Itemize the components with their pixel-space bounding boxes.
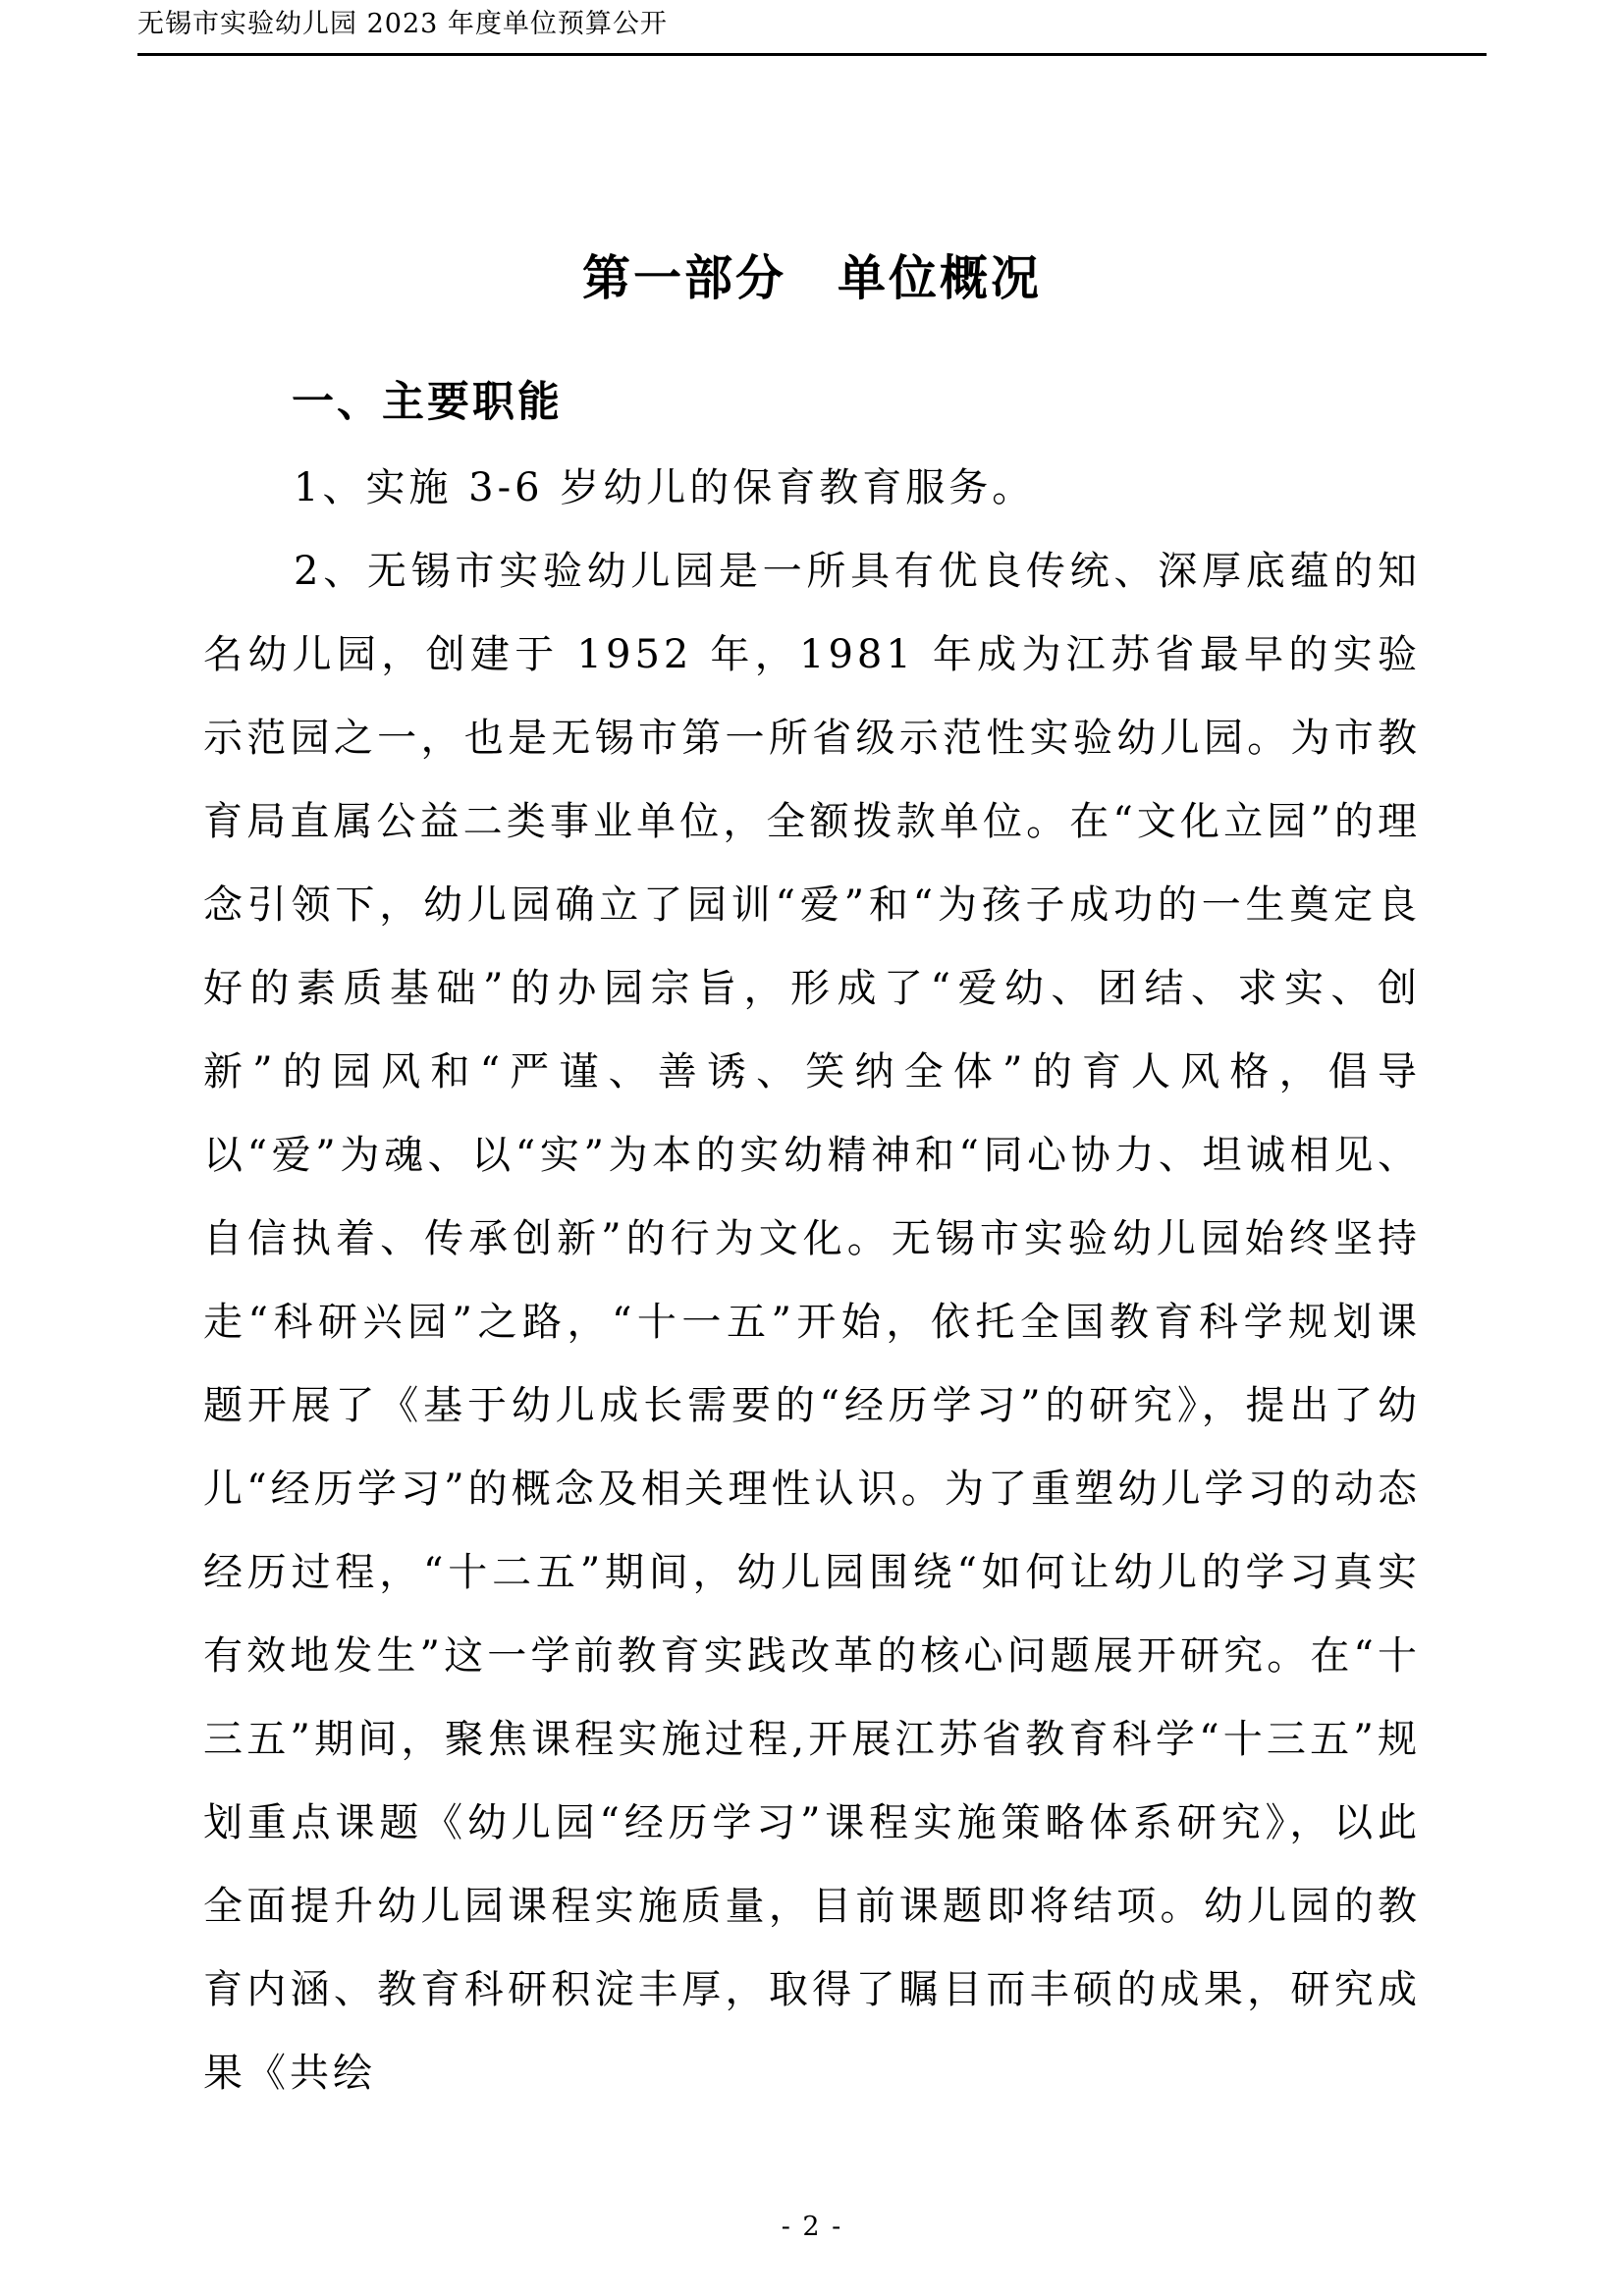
page-footer <box>203 2211 1421 2244</box>
page-number: - 2 - <box>781 2212 843 2242</box>
body-item-1: 1、实施 3-6 岁幼儿的保育教育服务。 <box>294 465 1036 510</box>
header-divider-rule <box>137 53 1487 56</box>
body-paragraph-2: 2、无锡市实验幼儿园是一所具有优良传统、深厚底蕴的知名幼儿园，创建于 1952 年，1981 年成为江苏省最早的实验示范园之一，也是无锡市第一所省级示范性实验幼儿园。为市教育局直属公益二类事业单位，全额拨款单位。在“文化立园”的理念引领下，幼儿园确立了园训“爱”和“为孩子成功的一生奠定良好的素质基础”的办园宗旨，形成了“爱幼、团结、求实、创新”的园风和“严谨、善诱、笑纳全体”的育人风格，倡导以“爱”为魂、以“实”为本的实幼精神和“同心协力、坦诚相见、自信执着、传承创新”的行为文化。无锡市实验幼儿园始终坚持走“科研兴园”之路，“十一五”开始，依托全国教育科学规划课题开展了《基于幼儿成长需要的“经历学习”的研究》，提出了幼儿“经历学习”的概念及相关理性认识。为了重塑幼儿学习的动态经历过程，“十二五”期间，幼儿园围绕“如何让幼儿的学习真实有效地发生”这一学前教育实践改革的核心问题展开研究。在“十三五”期间，聚焦课程实施过程,开展江苏省教育科学“十三五”规划重点课题《幼儿园“经历学习”课程实施策略体系研究》，以此全面提升幼儿园课程实施质量，目前课题即将结项。幼儿园的教育内涵、教育科研积淀丰厚，取得了瞩目而丰硕的成果，研究成果《共绘 <box>203 549 1421 2096</box>
section-heading-main-functions: 一、主要职能 <box>292 378 563 427</box>
page-title: 第一部分 单位概况 <box>581 249 1042 306</box>
page-header-text: 无锡市实验幼儿园 2023 年度单位预算公开 <box>137 9 668 39</box>
